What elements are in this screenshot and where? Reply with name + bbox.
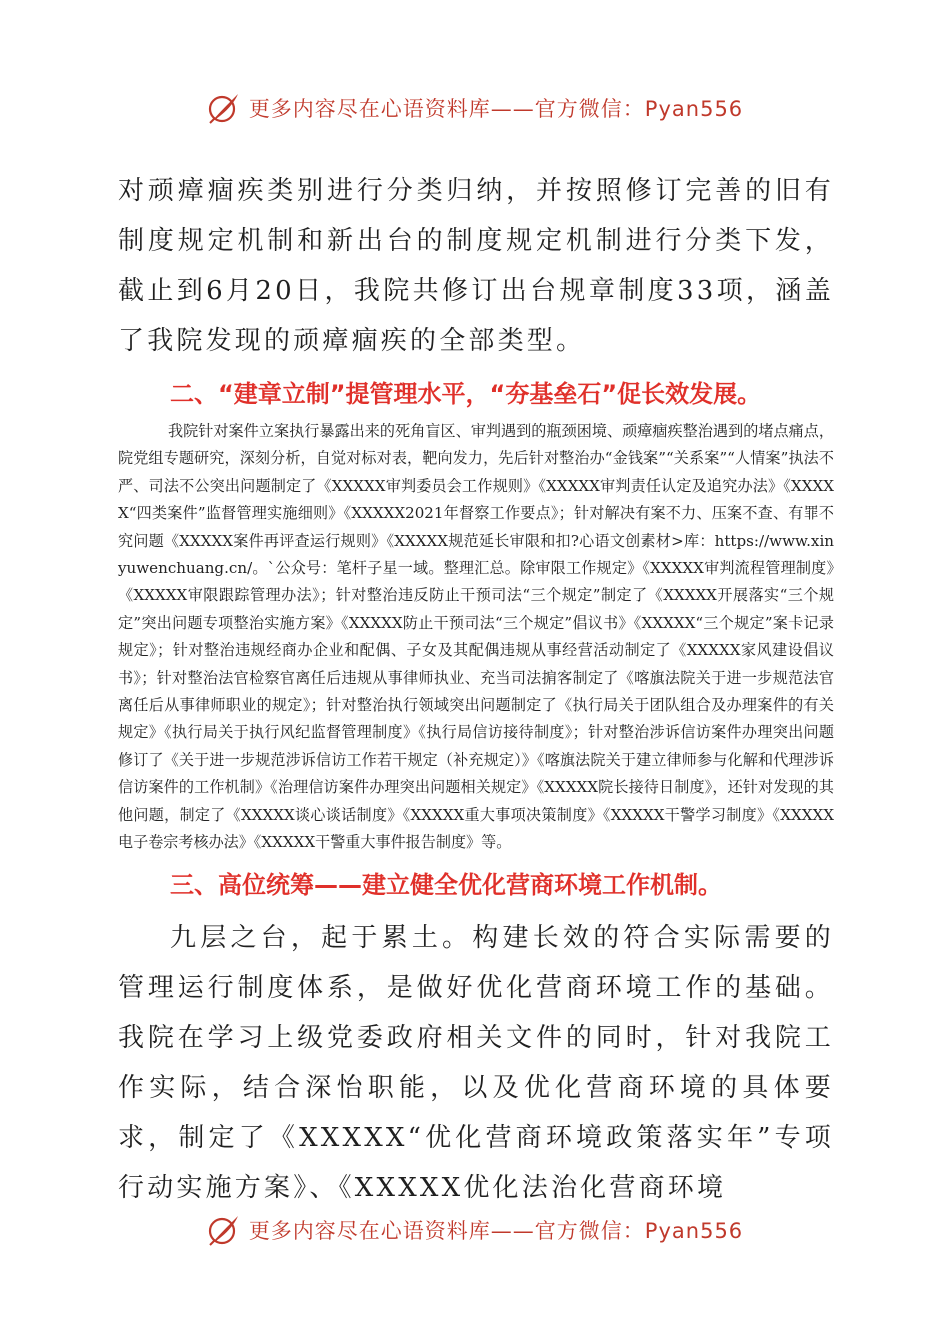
- section-heading-3: 三、高位统筹——建立健全优化营商环境工作机制。: [170, 870, 722, 899]
- paragraph-rules-list: 我院针对案件立案执行暴露出来的死角盲区、审判遇到的瓶颈困境、顽瘴痼疾整治遇到的堵点痛点，院党组专题研究，深刻分析，自觉对标对表，靶向发力，先后针对整治办“金钱案”“关系案”“人情案”执法不严、司法不公突出问题制定了《XXXXX审判委员会工作规则》《XXXXX审判责任认定及追究办法》《XXXXX“四类案件”监督管理实施细则》《XXXXX2021年督察工作要点》；针对解决有案不力、压案不查、有罪不究问题《XXXXX案件再评查运行规则》《XXXXX规范延长审限和扣?心语文创素材>库：https://www.xinyuwenchuang.cn/。`公众号：笔杆子星一域。整理汇总。除审限工作规定》《XXXXX审判流程管理制度》《XXXXX审限跟踪管理办法》；针对整治违反防止干预司法“三个规定”制定了《XXXXX开展落实“三个规定”突出问题专项整治实施方案》《XXXXX防止干预司法“三个规定”倡议书》《XXXXX“三个规定”案卡记录规定》；针对整治违规经商办企业和配偶、子女及其配偶违规从事经营活动制定了《XXXXX家风建设倡议书》；针对整治法官检察官离任后违规从事律师执业、充当司法掮客制定了《喀旗法院关于进一步规范法官离任后从事律师职业的规定》；针对整治执行领域突出问题制定了《执行局关于团队组合及办理案件的有关规定》《执行局关于执行风纪监督管理制度》《执行局信访接待制度》；针对整治涉诉信访案件办理突出问题修订了《关于进一步规范涉诉信访工作若干规定（补充规定）》《喀旗法院关于建立律师参与化解和代理涉诉信访案件的工作机制》《治理信访案件办理突出问题相关规定》《XXXXX院长接待日制度》，还针对发现的其他问题，制定了《XXXXX谈心谈话制度》《XXXXX重大事项决策制度》《XXXXX干警学习制度》《XXXXX电子卷宗考核办法》《XXXXX干警重大事件报告制度》等。: [118, 422, 834, 852]
- watermark-text: 更多内容尽在心语资料库——官方微信：Pyan556: [248, 97, 744, 121]
- header-watermark: [0, 86, 950, 130]
- paragraph-continuation: 对顽瘴痼疾类别进行分类归纳，并按照修订完善的旧有制度规定机制和新出台的制度规定机制进行分类下发，截止到6月20日，我院共修订出台规章制度33项，涵盖了我院发现的顽瘴痼疾的全部类型。: [118, 176, 834, 356]
- quill-pen-icon: [207, 91, 241, 125]
- footer-watermark: [0, 1208, 950, 1252]
- document-body: [118, 166, 834, 1213]
- quill-pen-icon: [207, 1213, 241, 1247]
- paragraph-business-environment: 九层之台，起于累土。构建长效的符合实际需要的管理运行制度体系，是做好优化营商环境工作的基础。我院在学习上级党委政府相关文件的同时，针对我院工作实际，结合深怡职能，以及优化营商环境的具体要求，制定了《XXXXX“优化营商环境政策落实年”专项行动实施方案》、《XXXXX优化法治化营商环境: [118, 922, 834, 1203]
- watermark-text: 更多内容尽在心语资料库——官方微信：Pyan556: [248, 1219, 744, 1243]
- section-heading-2: 二、“建章立制”提管理水平，“夯基垒石”促长效发展。: [170, 380, 762, 408]
